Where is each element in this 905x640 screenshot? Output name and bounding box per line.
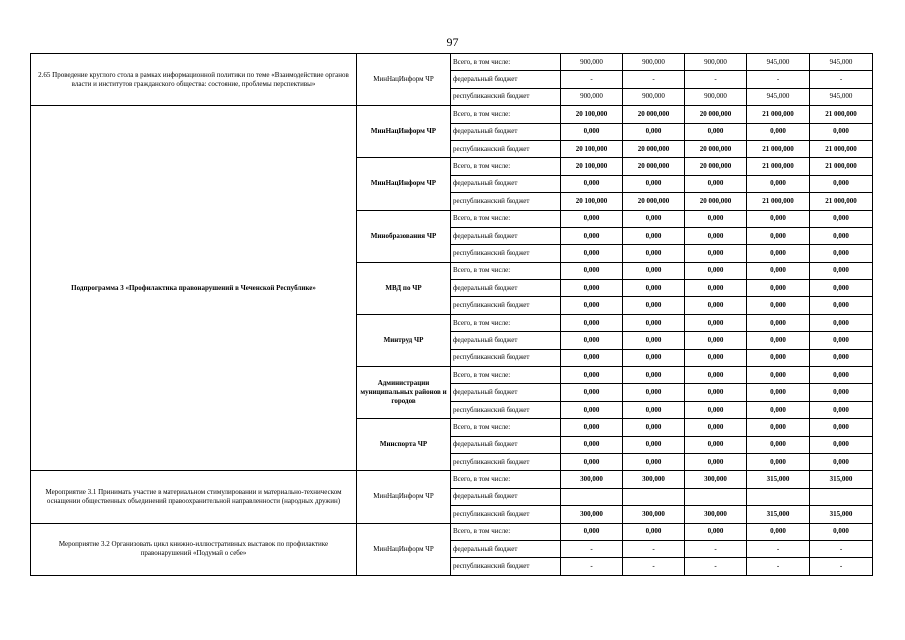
- amount-cell: 300,000: [623, 471, 685, 488]
- amount-cell: 0,000: [561, 227, 623, 244]
- budget-type-label: республиканский бюджет: [451, 245, 561, 262]
- budget-type-label: федеральный бюджет: [451, 227, 561, 244]
- amount-cell: 0,000: [810, 332, 873, 349]
- amount-cell: 0,000: [685, 262, 747, 279]
- amount-cell: 21 000,000: [747, 158, 810, 175]
- amount-cell: 20 100,000: [561, 158, 623, 175]
- budget-type-label: республиканский бюджет: [451, 349, 561, 366]
- amount-cell: 0,000: [561, 175, 623, 192]
- amount-cell: 900,000: [623, 54, 685, 71]
- activity-description: Мероприятие 3.2 Организовать цикл книжно-иллюстративных выставок по профилактике правонарушений «Подумай о себе»: [31, 523, 357, 575]
- amount-cell: 20 000,000: [685, 140, 747, 157]
- executor-cell: МинНацИнформ ЧР: [357, 54, 451, 106]
- activity-description: Подпрограмма 3 «Профилактика правонарушений в Чеченской Республике»: [31, 106, 357, 471]
- amount-cell: 315,000: [810, 471, 873, 488]
- amount-cell: -: [685, 540, 747, 557]
- page-number: 97: [446, 35, 459, 49]
- amount-cell: 0,000: [747, 262, 810, 279]
- amount-cell: 945,000: [810, 54, 873, 71]
- amount-cell: 0,000: [561, 245, 623, 262]
- amount-cell: -: [561, 558, 623, 575]
- amount-cell: 21 000,000: [810, 193, 873, 210]
- amount-cell: 21 000,000: [747, 140, 810, 157]
- amount-cell: 0,000: [747, 453, 810, 470]
- budget-type-label: федеральный бюджет: [451, 175, 561, 192]
- budget-type-label: Всего, в том числе:: [451, 523, 561, 540]
- budget-type-label: республиканский бюджет: [451, 193, 561, 210]
- amount-cell: 0,000: [561, 419, 623, 436]
- amount-cell: 0,000: [685, 123, 747, 140]
- budget-type-label: Всего, в том числе:: [451, 106, 561, 123]
- amount-cell: 900,000: [685, 54, 747, 71]
- amount-cell: 0,000: [747, 314, 810, 331]
- amount-cell: 900,000: [561, 54, 623, 71]
- amount-cell: 20 000,000: [623, 193, 685, 210]
- amount-cell: 315,000: [810, 506, 873, 523]
- amount-cell: 0,000: [685, 175, 747, 192]
- amount-cell: 0,000: [810, 297, 873, 314]
- amount-cell: 0,000: [810, 523, 873, 540]
- amount-cell: 900,000: [561, 88, 623, 105]
- amount-cell: 0,000: [685, 436, 747, 453]
- amount-cell: 0,000: [747, 419, 810, 436]
- amount-cell: 0,000: [747, 175, 810, 192]
- amount-cell: 0,000: [561, 367, 623, 384]
- amount-cell: 0,000: [685, 227, 747, 244]
- amount-cell: -: [623, 558, 685, 575]
- amount-cell: 0,000: [747, 297, 810, 314]
- executor-cell: МинНацИнформ ЧР: [357, 158, 451, 210]
- amount-cell: 0,000: [747, 245, 810, 262]
- budget-table: [30, 53, 873, 576]
- amount-cell: 0,000: [810, 367, 873, 384]
- amount-cell: 0,000: [561, 210, 623, 227]
- amount-cell: 0,000: [685, 349, 747, 366]
- amount-cell: 0,000: [623, 384, 685, 401]
- amount-cell: 21 000,000: [810, 140, 873, 157]
- amount-cell: 0,000: [685, 210, 747, 227]
- amount-cell: 0,000: [810, 175, 873, 192]
- amount-cell: 0,000: [685, 367, 747, 384]
- amount-cell: 0,000: [747, 227, 810, 244]
- amount-cell: 20 100,000: [561, 193, 623, 210]
- amount-cell: -: [810, 71, 873, 88]
- budget-type-label: республиканский бюджет: [451, 506, 561, 523]
- amount-cell: 945,000: [810, 88, 873, 105]
- executor-cell: МинНацИнформ ЧР: [357, 106, 451, 158]
- amount-cell: 0,000: [747, 332, 810, 349]
- amount-cell: 0,000: [561, 436, 623, 453]
- amount-cell: -: [747, 558, 810, 575]
- amount-cell: 300,000: [561, 506, 623, 523]
- amount-cell: 0,000: [747, 349, 810, 366]
- table-row: [31, 523, 873, 540]
- amount-cell: [747, 488, 810, 505]
- amount-cell: 0,000: [685, 419, 747, 436]
- budget-type-label: федеральный бюджет: [451, 280, 561, 297]
- amount-cell: 20 000,000: [685, 193, 747, 210]
- budget-type-label: Всего, в том числе:: [451, 367, 561, 384]
- amount-cell: 0,000: [623, 297, 685, 314]
- amount-cell: 0,000: [561, 523, 623, 540]
- amount-cell: 0,000: [747, 280, 810, 297]
- amount-cell: 0,000: [561, 280, 623, 297]
- amount-cell: 0,000: [561, 332, 623, 349]
- table-row: [31, 54, 873, 71]
- amount-cell: 0,000: [623, 436, 685, 453]
- budget-type-label: Всего, в том числе:: [451, 54, 561, 71]
- amount-cell: -: [685, 558, 747, 575]
- activity-description: 2.65 Проведение круглого стола в рамках информационной политики по теме «Взаимодействие органов власти и институтов гражданского общества: состояние, проблемы перспективы»: [31, 54, 357, 106]
- amount-cell: 0,000: [623, 332, 685, 349]
- amount-cell: 0,000: [685, 297, 747, 314]
- budget-type-label: республиканский бюджет: [451, 297, 561, 314]
- amount-cell: 300,000: [685, 506, 747, 523]
- budget-type-label: федеральный бюджет: [451, 488, 561, 505]
- budget-type-label: федеральный бюджет: [451, 540, 561, 557]
- amount-cell: 0,000: [685, 332, 747, 349]
- amount-cell: 0,000: [685, 384, 747, 401]
- budget-type-label: республиканский бюджет: [451, 140, 561, 157]
- amount-cell: [561, 488, 623, 505]
- amount-cell: -: [747, 540, 810, 557]
- budget-type-label: федеральный бюджет: [451, 384, 561, 401]
- amount-cell: [685, 488, 747, 505]
- amount-cell: 0,000: [623, 262, 685, 279]
- budget-type-label: федеральный бюджет: [451, 436, 561, 453]
- amount-cell: 0,000: [810, 280, 873, 297]
- amount-cell: 0,000: [623, 210, 685, 227]
- executor-cell: МинНацИнформ ЧР: [357, 471, 451, 523]
- amount-cell: 0,000: [561, 401, 623, 418]
- amount-cell: 0,000: [685, 523, 747, 540]
- executor-cell: МинНацИнформ ЧР: [357, 523, 451, 575]
- executor-cell: Минобразования ЧР: [357, 210, 451, 262]
- amount-cell: 0,000: [623, 175, 685, 192]
- amount-cell: 300,000: [623, 506, 685, 523]
- amount-cell: 0,000: [623, 419, 685, 436]
- amount-cell: 0,000: [747, 367, 810, 384]
- amount-cell: 900,000: [685, 88, 747, 105]
- amount-cell: 20 000,000: [623, 106, 685, 123]
- amount-cell: 0,000: [561, 314, 623, 331]
- executor-cell: Администрации муниципальных районов и городов: [357, 367, 451, 419]
- table-row: [31, 471, 873, 488]
- amount-cell: 0,000: [623, 367, 685, 384]
- amount-cell: -: [623, 540, 685, 557]
- amount-cell: -: [810, 540, 873, 557]
- amount-cell: 0,000: [623, 245, 685, 262]
- budget-type-label: федеральный бюджет: [451, 332, 561, 349]
- amount-cell: 0,000: [747, 436, 810, 453]
- budget-type-label: Всего, в том числе:: [451, 419, 561, 436]
- amount-cell: 20 000,000: [623, 158, 685, 175]
- amount-cell: 0,000: [561, 453, 623, 470]
- amount-cell: 21 000,000: [747, 193, 810, 210]
- amount-cell: 0,000: [810, 314, 873, 331]
- activity-description: Мероприятие 3.1 Принимать участие в материальном стимулировании и материально-техническом оснащении общественных объединений правоохранительной направленности (народных дружин): [31, 471, 357, 523]
- amount-cell: 0,000: [747, 384, 810, 401]
- amount-cell: 0,000: [623, 453, 685, 470]
- amount-cell: 0,000: [623, 401, 685, 418]
- amount-cell: 0,000: [685, 245, 747, 262]
- amount-cell: 21 000,000: [810, 106, 873, 123]
- amount-cell: 21 000,000: [747, 106, 810, 123]
- amount-cell: 0,000: [810, 453, 873, 470]
- amount-cell: 0,000: [810, 123, 873, 140]
- amount-cell: 20 100,000: [561, 106, 623, 123]
- amount-cell: 900,000: [623, 88, 685, 105]
- amount-cell: 20 000,000: [685, 158, 747, 175]
- amount-cell: 0,000: [623, 123, 685, 140]
- budget-type-label: федеральный бюджет: [451, 123, 561, 140]
- amount-cell: 945,000: [747, 54, 810, 71]
- budget-type-label: республиканский бюджет: [451, 558, 561, 575]
- amount-cell: 0,000: [561, 349, 623, 366]
- amount-cell: 0,000: [623, 280, 685, 297]
- amount-cell: 0,000: [685, 280, 747, 297]
- amount-cell: -: [561, 71, 623, 88]
- budget-type-label: Всего, в том числе:: [451, 158, 561, 175]
- budget-type-label: Всего, в том числе:: [451, 210, 561, 227]
- amount-cell: 0,000: [561, 123, 623, 140]
- amount-cell: 0,000: [561, 384, 623, 401]
- amount-cell: 0,000: [623, 314, 685, 331]
- amount-cell: 0,000: [810, 349, 873, 366]
- amount-cell: 0,000: [747, 401, 810, 418]
- executor-cell: Минтруд ЧР: [357, 314, 451, 366]
- amount-cell: 300,000: [561, 471, 623, 488]
- amount-cell: [623, 488, 685, 505]
- amount-cell: 0,000: [810, 245, 873, 262]
- amount-cell: [810, 488, 873, 505]
- amount-cell: 0,000: [561, 297, 623, 314]
- amount-cell: 0,000: [810, 401, 873, 418]
- amount-cell: -: [810, 558, 873, 575]
- executor-cell: Минспорта ЧР: [357, 419, 451, 471]
- amount-cell: 0,000: [810, 227, 873, 244]
- amount-cell: 20 000,000: [623, 140, 685, 157]
- budget-type-label: федеральный бюджет: [451, 71, 561, 88]
- amount-cell: 0,000: [747, 210, 810, 227]
- amount-cell: 0,000: [810, 436, 873, 453]
- executor-cell: МВД по ЧР: [357, 262, 451, 314]
- amount-cell: 0,000: [685, 401, 747, 418]
- budget-type-label: республиканский бюджет: [451, 453, 561, 470]
- amount-cell: 0,000: [747, 123, 810, 140]
- amount-cell: -: [623, 71, 685, 88]
- amount-cell: 0,000: [810, 419, 873, 436]
- amount-cell: 0,000: [747, 523, 810, 540]
- budget-type-label: Всего, в том числе:: [451, 262, 561, 279]
- budget-type-label: Всего, в том числе:: [451, 471, 561, 488]
- amount-cell: 21 000,000: [810, 158, 873, 175]
- amount-cell: 0,000: [685, 453, 747, 470]
- amount-cell: 0,000: [685, 314, 747, 331]
- amount-cell: 315,000: [747, 471, 810, 488]
- budget-type-label: Всего, в том числе:: [451, 314, 561, 331]
- amount-cell: 0,000: [623, 349, 685, 366]
- amount-cell: 0,000: [810, 262, 873, 279]
- amount-cell: 945,000: [747, 88, 810, 105]
- amount-cell: 300,000: [685, 471, 747, 488]
- budget-type-label: республиканский бюджет: [451, 401, 561, 418]
- amount-cell: -: [685, 71, 747, 88]
- amount-cell: 0,000: [810, 384, 873, 401]
- amount-cell: 315,000: [747, 506, 810, 523]
- amount-cell: 0,000: [623, 523, 685, 540]
- amount-cell: 0,000: [810, 210, 873, 227]
- amount-cell: 0,000: [561, 262, 623, 279]
- budget-type-label: республиканский бюджет: [451, 88, 561, 105]
- amount-cell: 20 100,000: [561, 140, 623, 157]
- amount-cell: 0,000: [623, 227, 685, 244]
- amount-cell: -: [747, 71, 810, 88]
- table-row: [31, 106, 873, 123]
- amount-cell: -: [561, 540, 623, 557]
- amount-cell: 20 000,000: [685, 106, 747, 123]
